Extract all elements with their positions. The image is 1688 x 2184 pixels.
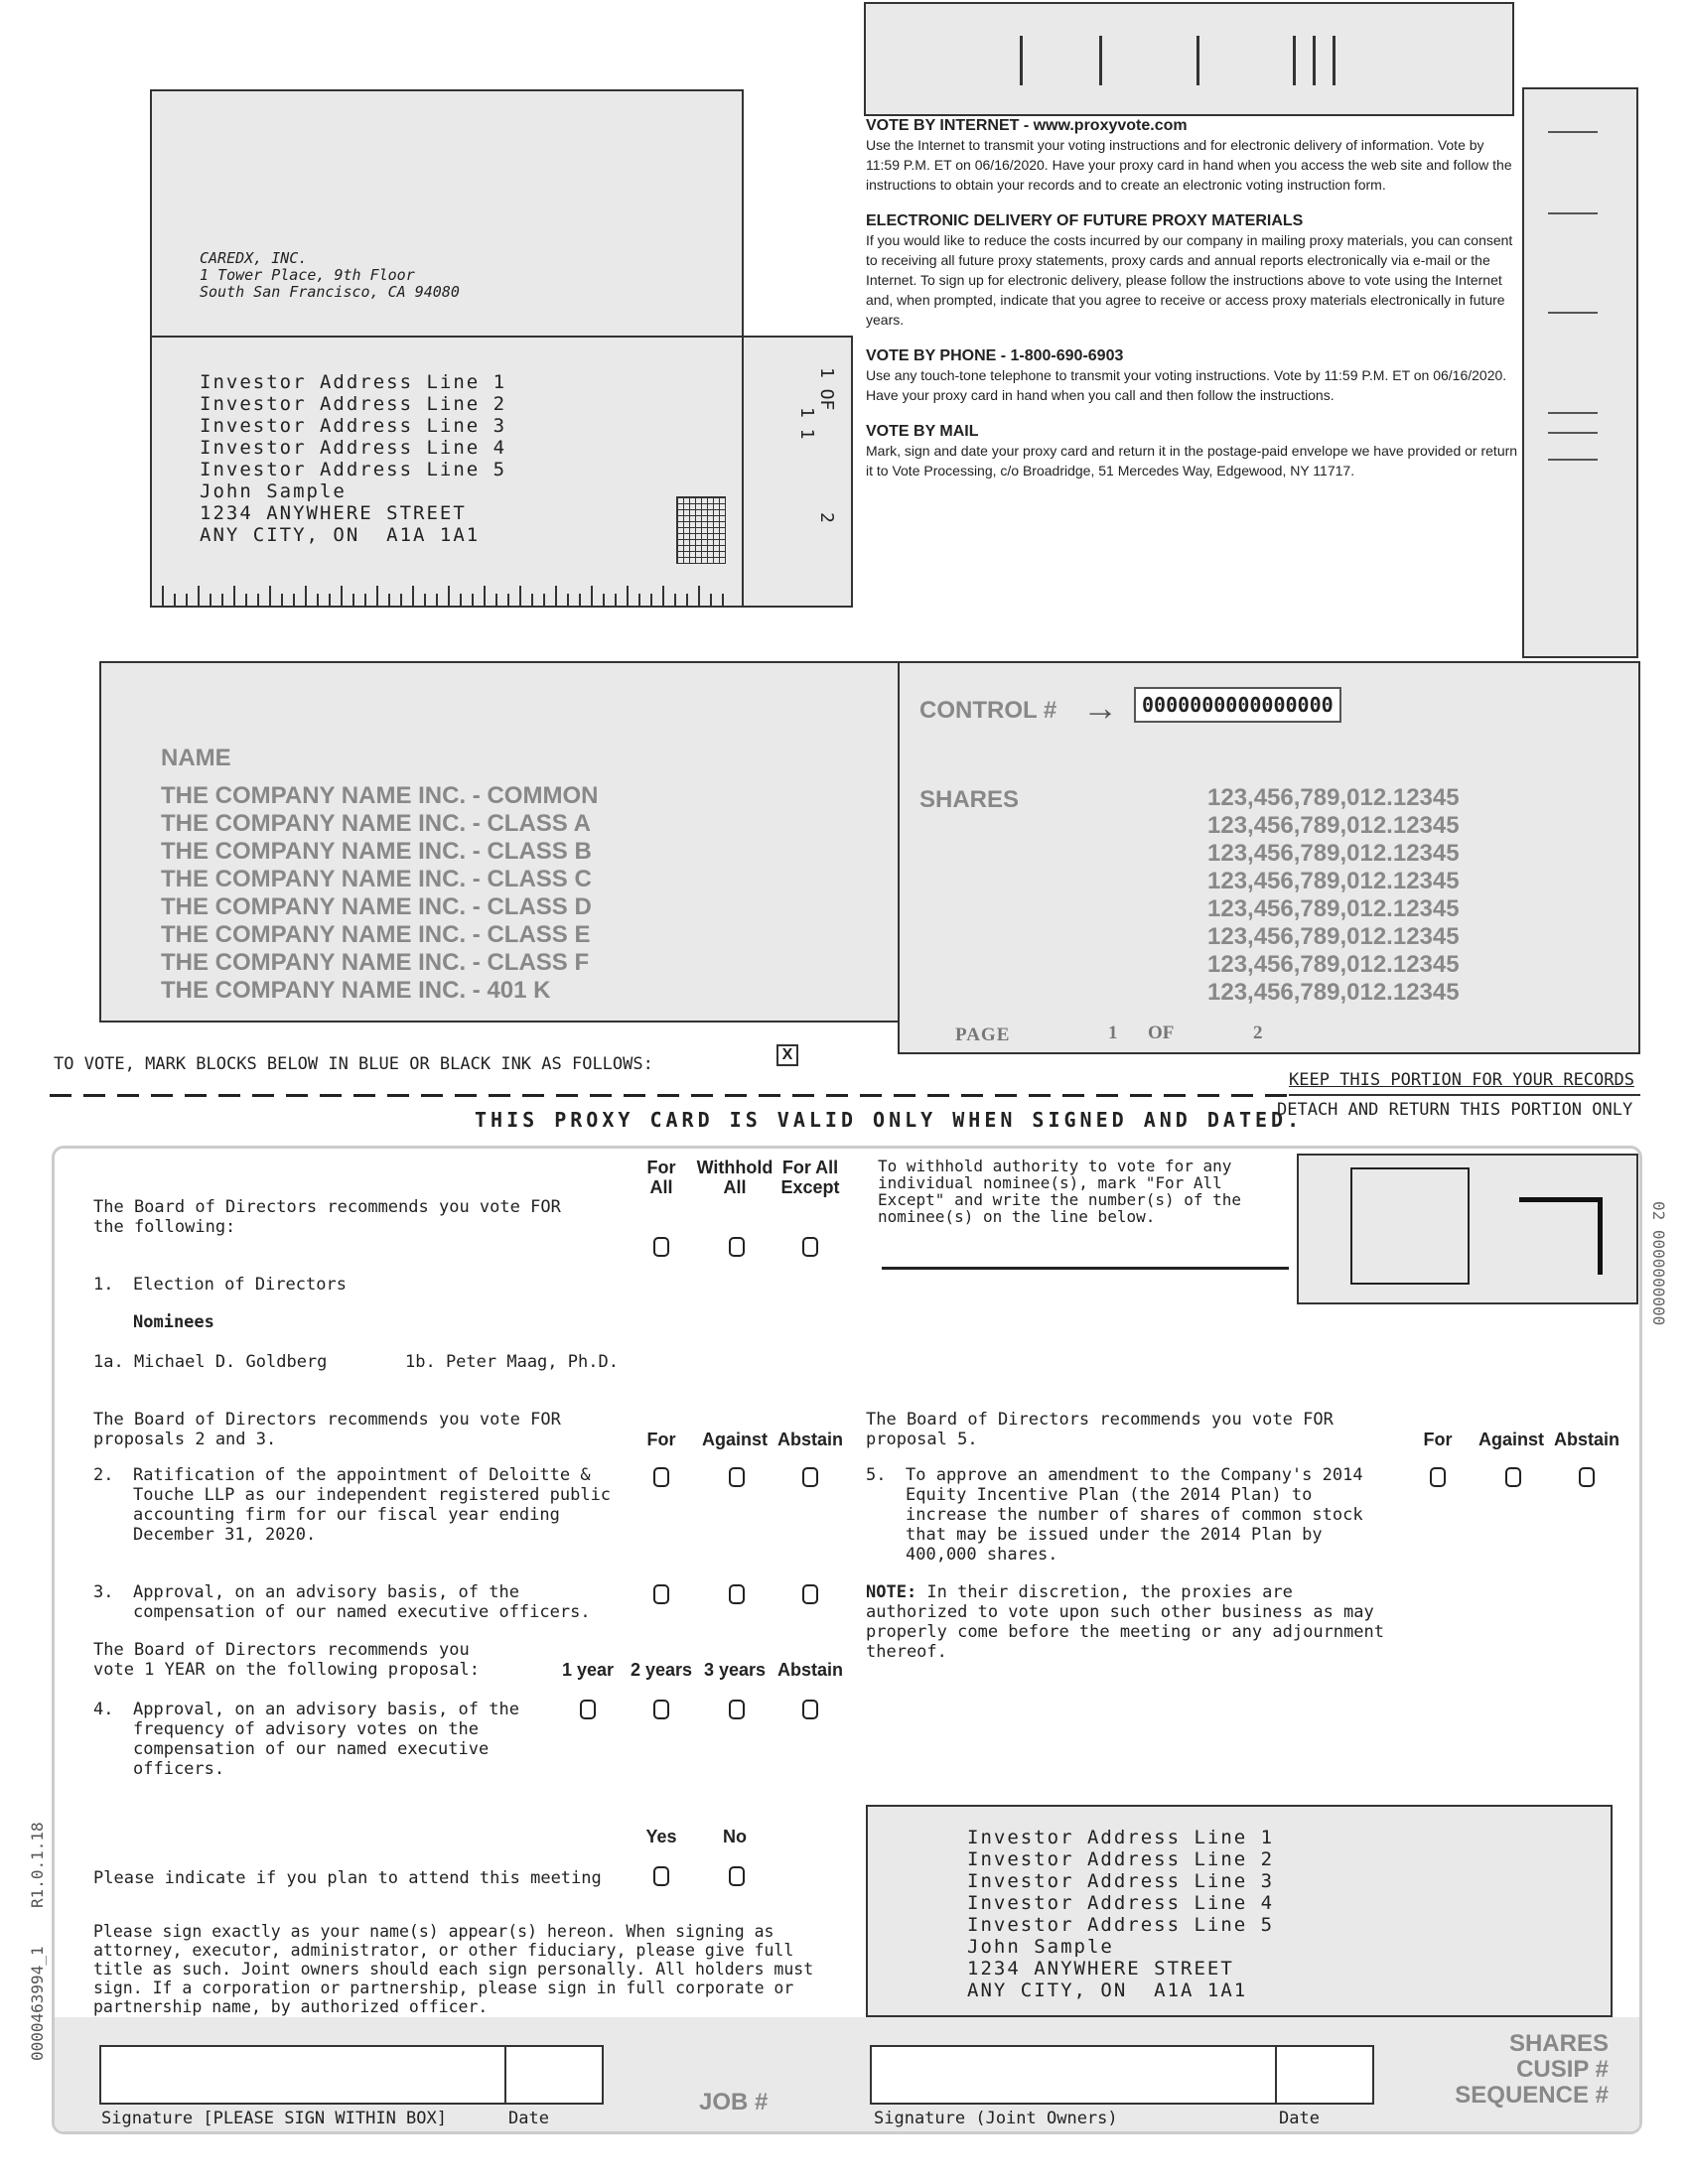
strip-tick [1548,432,1598,434]
company-name: THE COMPANY NAME INC. - CLASS E [161,921,591,948]
page-label: PAGE [955,1024,1011,1045]
vote-phone-title: VOTE BY PHONE - 1-800-690-6903 [866,347,1124,364]
sender-line: CAREDX, INC. [200,249,308,267]
col-for: For [646,1430,676,1449]
address-line: Investor Address Line 5 [967,1914,1275,1936]
keep-portion-text: KEEP THIS PORTION FOR YOUR RECORDS [1289,1070,1634,1090]
item2-text: Ratification of the appointment of Deloitte & Touche LLP as our independent registered public accounting firm for our fiscal year ending December 31, 2020. [133,1465,612,1545]
company-name: THE COMPANY NAME INC. - COMMON [161,782,599,809]
page-indicator-box [742,336,853,608]
nominee-writein-line[interactable] [882,1267,1289,1270]
barcode-bar [1196,36,1199,85]
item3-text: Approval, on an advisory basis, of the compensation of our named executive officers. [133,1582,591,1622]
attend-text: Please indicate if you plan to attend this meeting [93,1868,602,1888]
nominee-1a: 1a. Michael D. Goldberg [93,1352,328,1372]
address-line: Investor Address Line 3 [200,415,507,437]
address-line: Investor Address Line 2 [200,393,507,415]
company-name: THE COMPANY NAME INC. - CLASS D [161,893,592,920]
checkbox-attend-yes[interactable] [653,1866,669,1886]
strip-tick [1548,459,1598,461]
address-line: ANY CITY, ON A1A 1A1 [967,1979,1248,2001]
sender-address [200,250,460,301]
ruler-marks-tall [162,586,728,606]
signature-box[interactable] [99,2045,506,2105]
corner-mark [1519,1197,1603,1275]
nominee-1b: 1b. Peter Maag, Ph.D. [405,1352,619,1372]
footer-codes [1380,2031,1609,2109]
checkbox-item5-abstain[interactable] [1579,1467,1595,1487]
page-indicator-line1: 1 OF [816,367,837,411]
checkbox-item4-3years[interactable] [729,1700,745,1719]
col-2years: 2 years [630,1660,693,1680]
company-name: THE COMPANY NAME INC. - CLASS F [161,949,590,976]
footer-sequence-label: SEQUENCE # [1455,2082,1609,2109]
checkbox-item4-abstain[interactable] [802,1700,818,1719]
company-name: THE COMPANY NAME INC. - 401 K [161,977,551,1004]
share-amount: 123,456,789,012.12345 [1207,895,1460,922]
joint-signature-box[interactable] [870,2045,1277,2105]
footer-cusip-label: CUSIP # [1516,2056,1609,2083]
checkbox-item2-for[interactable] [653,1467,669,1487]
page-indicator-text [816,367,837,410]
note-label: NOTE: [866,1582,917,1602]
detach-line [50,1094,1289,1097]
item5-text: To approve an amendment to the Company's 2014 Equity Incentive Plan (the 2014 Plan) to increase the number of shares of common stock that may be issued under the 2014 Plan by 400,000 shares. [906,1465,1363,1565]
company-name: THE COMPANY NAME INC. - CLASS C [161,866,592,892]
signature-label: Signature [PLEASE SIGN WITHIN BOX] [101,2109,447,2128]
side-code-1: 0000463994_1 [28,1946,47,2061]
address-line: Investor Address Line 5 [200,459,507,480]
control-number: 0000000000000000 [1134,687,1341,723]
strip-tick [1548,131,1598,133]
checkbox-item3-for[interactable] [653,1584,669,1604]
strip-tick [1548,312,1598,314]
edelivery-text: If you would like to reduce the costs incurred by our company in mailing proxy materials, you can consent to receiving all future proxy statements, proxy cards and annual reports electronically via e-mail or the Internet. To sign up for electronic delivery, please follow the instructions above to vote using the Internet and, when prompted, indicate that you agree to receive or access proxy materials electronically in future years. [866,232,1513,328]
company-name: THE COMPANY NAME INC. - CLASS B [161,838,592,865]
page-of: OF [1148,1023,1175,1043]
vote-phone-text: Use any touch-tone telephone to transmit your voting instructions. Vote by 11:59 P.M. ET on 06/16/2020. Have your proxy card in hand when you call and then follow the instructions. [866,367,1507,403]
col-no: No [723,1827,747,1846]
grid-mark [676,496,726,564]
rec-4: The Board of Directors recommends you vote 1 YEAR on the following proposal: [93,1640,480,1680]
name-label: NAME [161,745,231,771]
arrow-icon: → [1082,687,1118,728]
checkbox-for-all[interactable] [653,1237,669,1257]
vote-internet-text: Use the Internet to transmit your voting instructions and for electronic delivery of information. Vote by 11:59 P.M. ET on 06/16/2020. Have your proxy card in hand when you access the web site and follow the instructions to obtain your records and to create an electronic voting instruction form. [866,137,1512,193]
page-indicator-line2: 2 [816,512,837,523]
item1-text: Election of Directors [133,1275,347,1295]
col-for-all-except: For All Except [780,1158,840,1197]
vote-internet-title: VOTE BY INTERNET - www.proxyvote.com [866,117,1188,134]
sign-instructions: Please sign exactly as your name(s) appear(s) hereon. When signing as attorney, executor, administrator, or other fiduciary, please give full title as such. Joint owners should each sign personally. All holders must sign. If a corporation or partnership, please sign in full corporate or partnership name, by authorized officer. [93,1922,814,2016]
footer-shares-label: SHARES [1508,2030,1609,2057]
page-indicator-marks [796,407,817,440]
shares-label: SHARES [919,786,1020,813]
address-line: John Sample [967,1936,1114,1958]
nominees-label: Nominees [133,1312,214,1332]
page-indicator-marks-text: 1 1 [796,407,817,440]
address-line: Investor Address Line 4 [200,437,507,459]
vote-mail-text: Mark, sign and date your proxy card and return it in the postage-paid envelope we have provided or return it to Vote Processing, c/o Broadridge, 51 Mercedes Way, Edgewood, NY 11717. [866,443,1518,478]
date-box[interactable] [504,2045,604,2105]
col-against-5: Against [1477,1430,1544,1449]
detach-line-right [1289,1094,1640,1096]
checkbox-item4-2years[interactable] [653,1700,669,1719]
rec-5: The Board of Directors recommends you vote FOR proposal 5. [866,1410,1334,1449]
investor-address-box [150,336,744,608]
address-line: John Sample [200,480,347,502]
page-number: 1 [1108,1023,1118,1043]
item2-num: 2. [93,1465,114,1485]
col-for-5: For [1423,1430,1453,1449]
checkbox-item2-abstain[interactable] [802,1467,818,1487]
address-line: ANY CITY, ON A1A 1A1 [200,524,481,546]
return-address [967,1827,1274,2001]
col-abstain: Abstain [776,1430,843,1449]
share-amount: 123,456,789,012.12345 [1207,923,1460,950]
item1-num: 1. [93,1275,114,1295]
address-line: 1234 ANYWHERE STREET [200,502,467,524]
col-1year: 1 year [561,1660,615,1680]
detach-portion-text: DETACH AND RETURN THIS PORTION ONLY [1277,1100,1633,1120]
checkbox-item3-against[interactable] [729,1584,745,1604]
checkbox-item4-1year[interactable] [580,1700,596,1719]
vote-mail-title: VOTE BY MAIL [866,423,979,440]
address-line: Investor Address Line 1 [200,371,507,393]
checkbox-attend-no[interactable] [729,1866,745,1886]
mark-instructions: TO VOTE, MARK BLOCKS BELOW IN BLUE OR BLACK INK AS FOLLOWS: [54,1054,653,1074]
barcode-bar [1293,36,1296,85]
page-total: 2 [1253,1023,1263,1043]
item4-num: 4. [93,1700,114,1719]
item3-num: 3. [93,1582,114,1602]
barcode-bar [1020,36,1023,85]
col-yes: Yes [645,1827,677,1846]
sender-line: 1 Tower Place, 9th Floor [200,266,415,284]
share-amount: 123,456,789,012.12345 [1207,868,1460,894]
address-line: 1234 ANYWHERE STREET [967,1958,1234,1979]
voting-instructions [866,117,1521,480]
date-label: Date [508,2109,549,2128]
scan-box [1297,1154,1638,1304]
joint-date-box[interactable] [1275,2045,1374,2105]
side-code-right: 02 0000000000 [1649,1201,1668,1326]
job-label: JOB # [699,2089,769,2116]
return-address-box [866,1805,1613,2017]
sender-box [150,89,744,338]
checkbox-item2-against[interactable] [729,1467,745,1487]
sender-line: South San Francisco, CA 94080 [200,283,460,301]
right-strip [1522,87,1638,658]
company-name: THE COMPANY NAME INC. - CLASS A [161,810,591,837]
col-against: Against [701,1430,768,1449]
joint-date-label: Date [1279,2109,1320,2128]
address-line: Investor Address Line 3 [967,1870,1275,1892]
control-label: CONTROL # [919,697,1057,724]
holdings-shares-box [898,661,1640,1054]
mark-example-icon: X [776,1044,798,1066]
share-amount: 123,456,789,012.12345 [1207,951,1460,978]
note-text: In their discretion, the proxies are authorized to vote upon such other business as may properly come before the meeting or any adjournment thereof. [866,1582,1384,1662]
page-indicator-total [816,512,837,523]
joint-signature-label: Signature (Joint Owners) [874,2109,1118,2128]
barcode-bar [1313,36,1316,85]
share-amount: 123,456,789,012.12345 [1207,979,1460,1006]
valid-notice: THIS PROXY CARD IS VALID ONLY WHEN SIGNED AND DATED. [475,1108,1304,1132]
strip-tick [1548,212,1598,214]
item5-num: 5. [866,1465,887,1485]
col-for-all: For All [646,1158,676,1197]
holdings-name-box [99,661,900,1023]
col-abstain-5: Abstain [1553,1430,1619,1449]
address-line: Investor Address Line 4 [967,1892,1275,1914]
rec-directors: The Board of Directors recommends you vote FOR the following: [93,1197,561,1237]
col-withhold-all: Withhold All [696,1158,774,1197]
rec-2-3: The Board of Directors recommends you vote FOR proposals 2 and 3. [93,1410,561,1449]
barcode-box [864,2,1514,116]
barcode-bar [1333,36,1336,85]
side-code-2: R1.0.1.18 [28,1822,47,1908]
checkbox-item3-abstain[interactable] [802,1584,818,1604]
col-3years: 3 years [703,1660,767,1680]
address-line: Investor Address Line 2 [967,1848,1275,1870]
note [866,1582,1384,1662]
col-abstain-4: Abstain [776,1660,843,1680]
share-amount: 123,456,789,012.12345 [1207,812,1460,839]
share-amount: 123,456,789,012.12345 [1207,784,1460,811]
address-line: Investor Address Line 1 [967,1827,1275,1848]
checkbox-item5-for[interactable] [1430,1467,1446,1487]
shares-list [1207,784,1460,1007]
checkbox-withhold-all[interactable] [729,1237,745,1257]
edelivery-title: ELECTRONIC DELIVERY OF FUTURE PROXY MATERIALS [866,212,1304,229]
strip-tick [1548,412,1598,414]
checkbox-for-all-except[interactable] [802,1237,818,1257]
barcode-bar [1099,36,1102,85]
scan-square [1350,1167,1470,1285]
checkbox-item5-against[interactable] [1505,1467,1521,1487]
share-amount: 123,456,789,012.12345 [1207,840,1460,867]
withhold-instructions: To withhold authority to vote for any individual nominee(s), mark "For All Except" and write the number(s) of the nominee(s) on the line below. [878,1157,1242,1226]
company-list [161,782,598,1005]
item4-text: Approval, on an advisory basis, of the frequency of advisory votes on the compensation of our named executive officers. [133,1700,519,1779]
investor-address [200,371,506,546]
